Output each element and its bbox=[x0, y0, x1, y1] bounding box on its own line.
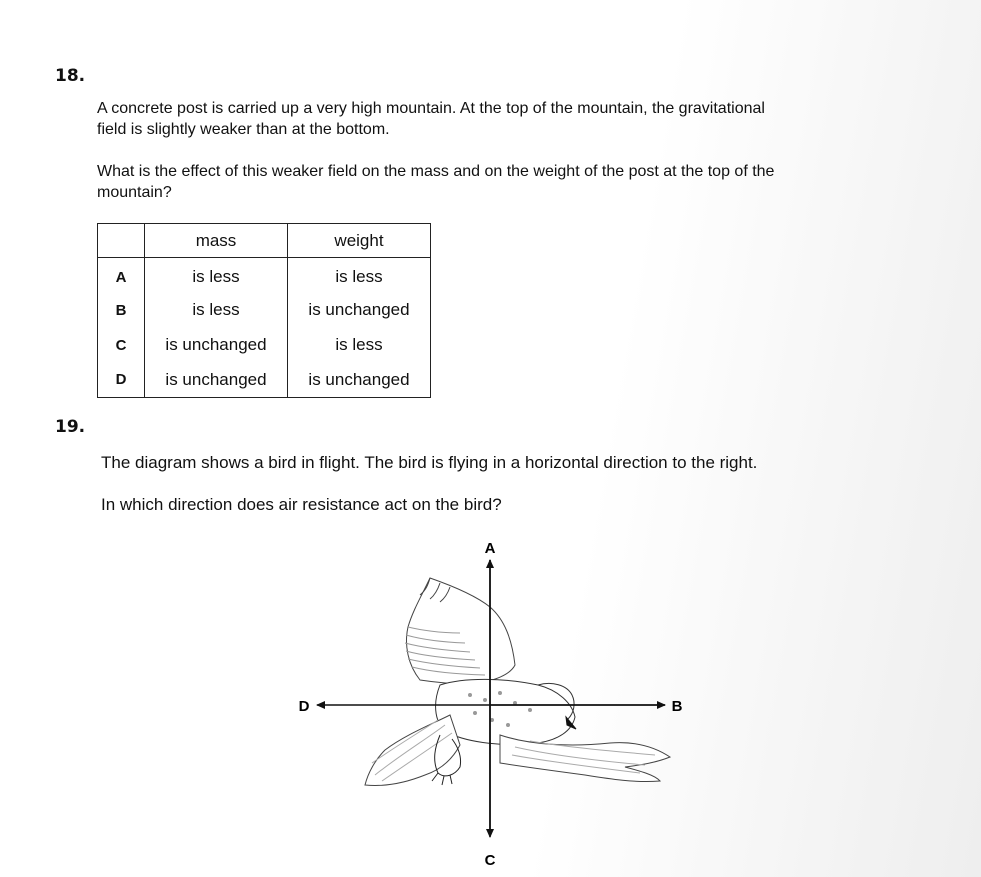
question-19-number: 19. bbox=[55, 417, 86, 437]
option-weight: is less bbox=[288, 328, 431, 363]
question-18-stem-line-1: A concrete post is carried up a very high mountain. At the top of the mountain, the gravitational bbox=[97, 100, 765, 117]
question-18-prompt-line-1: What is the effect of this weaker field on the mass and on the weight of the post at the top of the bbox=[97, 163, 775, 180]
label-b: B bbox=[671, 698, 683, 715]
option-weight: is unchanged bbox=[288, 293, 431, 328]
option-mass: is unchanged bbox=[145, 363, 288, 398]
option-letter: A bbox=[98, 258, 145, 293]
bird-force-diagram bbox=[280, 535, 700, 875]
option-letter: C bbox=[98, 328, 145, 363]
question-19-stem: The diagram shows a bird in flight. The bird is flying in a horizontal direction to the right. bbox=[101, 453, 758, 472]
label-d: D bbox=[298, 698, 310, 715]
header-blank bbox=[98, 224, 145, 258]
question-18-number: 18. bbox=[55, 66, 86, 86]
table-row bbox=[98, 293, 431, 328]
answer-table bbox=[97, 223, 431, 398]
label-a: A bbox=[484, 540, 496, 557]
option-mass: is less bbox=[145, 258, 288, 293]
table-row bbox=[98, 258, 431, 293]
option-weight: is less bbox=[288, 258, 431, 293]
table-row bbox=[98, 328, 431, 363]
answer-table-header bbox=[98, 224, 431, 258]
question-19-prompt: In which direction does air resistance act on the bird? bbox=[101, 495, 502, 514]
table-row bbox=[98, 363, 431, 398]
question-18-prompt-line-2: mountain? bbox=[97, 184, 172, 201]
option-mass: is unchanged bbox=[145, 328, 288, 363]
option-letter: B bbox=[98, 293, 145, 328]
option-letter: D bbox=[98, 363, 145, 398]
option-weight: is unchanged bbox=[288, 363, 431, 398]
header-mass: mass bbox=[145, 224, 288, 258]
option-mass: is less bbox=[145, 293, 288, 328]
label-c: C bbox=[484, 852, 496, 869]
question-18-stem-line-2: field is slightly weaker than at the bottom. bbox=[97, 121, 390, 138]
bird-illustration bbox=[365, 578, 670, 786]
header-weight: weight bbox=[288, 224, 431, 258]
